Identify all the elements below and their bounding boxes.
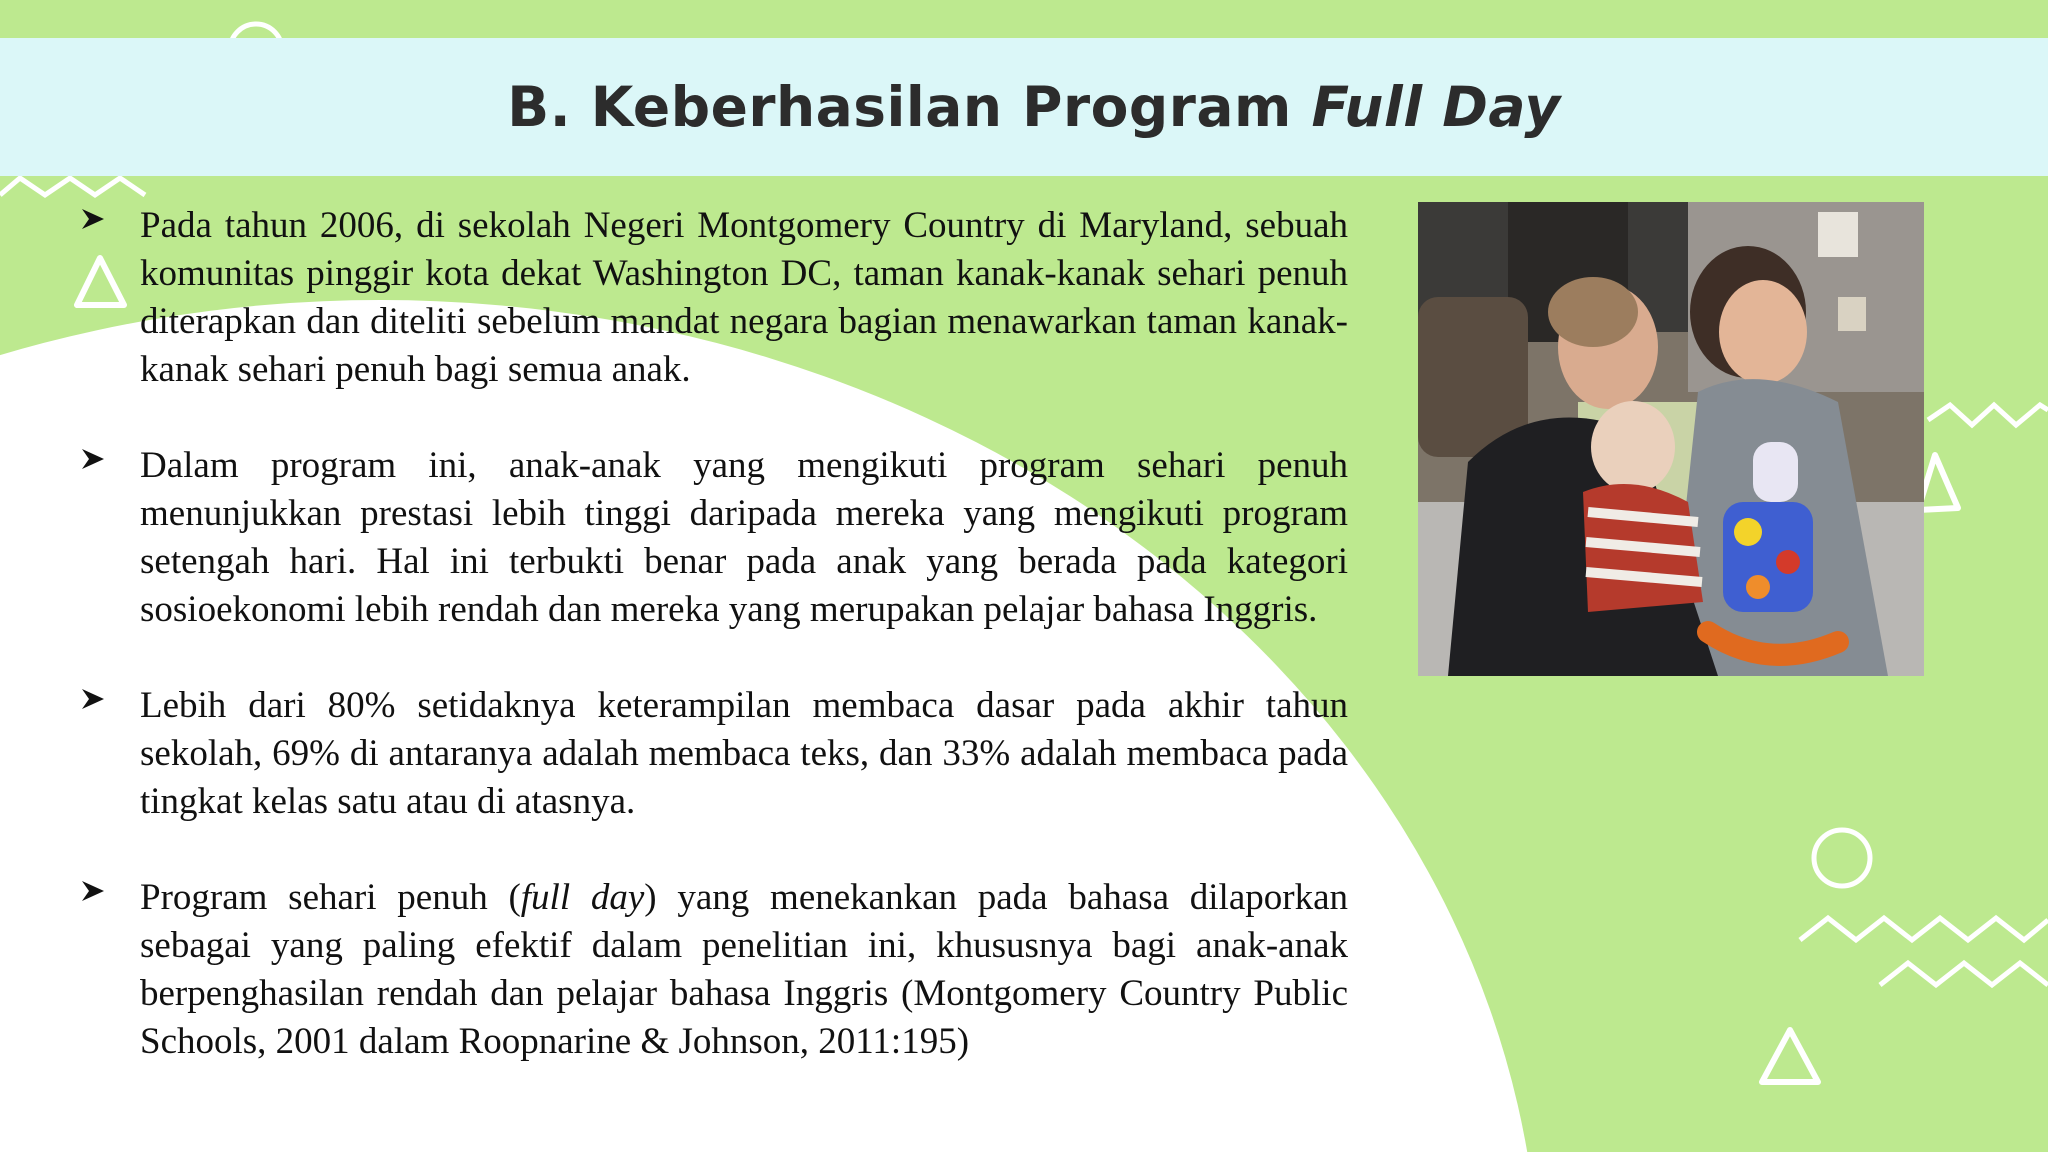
bullet-text-before: Program sehari penuh ( xyxy=(140,877,521,918)
triangle-decoration-icon xyxy=(1918,455,1958,510)
zigzag-decoration-icon xyxy=(1880,963,2048,985)
triangle-decoration-icon xyxy=(1762,1030,1818,1082)
bullet-text: Dalam program ini, anak-anak yang mengikuti program sehari penuh menunjukkan prestasi lebih tinggi daripada mereka yang mengikuti program setengah hari. Hal ini terbukti benar pada anak yang berada pada kategori sosioekonomi lebih rendah dan mereka yang merupakan pelajar bahasa Inggris. xyxy=(140,445,1348,630)
title-emphasis: Full Day xyxy=(1311,75,1561,139)
zigzag-decoration-icon xyxy=(0,178,145,195)
arrowhead-bullet-icon xyxy=(80,878,106,904)
bullet-item xyxy=(80,682,1348,826)
bullet-text: Pada tahun 2006, di sekolah Negeri Montgomery Country di Maryland, sebuah komunitas pinggir kota dekat Washington DC, taman kanak-kanak sehari penuh diterapkan dan diteliti sebelum mandat negara bagian menawarkan taman kanak-kanak sehari penuh bagi semua anak. xyxy=(140,205,1348,390)
zigzag-decoration-icon xyxy=(1928,405,2048,425)
title-prefix: B. Keberhasilan Program xyxy=(507,75,1312,139)
family-photo-illustration xyxy=(1418,202,1924,676)
bullet-list xyxy=(80,202,1348,1114)
family-photo xyxy=(1418,202,1924,676)
bullet-text-italic: full day xyxy=(520,877,645,918)
bullet-item xyxy=(80,442,1348,634)
circle-decoration-icon xyxy=(1814,830,1870,886)
slide-title xyxy=(507,75,1560,139)
zigzag-decoration-icon xyxy=(1800,918,2048,940)
bullet-item xyxy=(80,874,1348,1066)
arrowhead-bullet-icon xyxy=(80,206,106,232)
bullet-item xyxy=(80,202,1348,394)
arrowhead-bullet-icon xyxy=(80,446,106,472)
bullet-text-after: ) yang menekankan pada bahasa dilaporkan sebagai yang paling efektif dalam penelitian ini, khususnya bagi anak-anak berpenghasilan rendah dan pelajar bahasa Inggris (Montgomery Country Public Schools, 2001 dalam Roopnarine & Johnson, 2011:195) xyxy=(140,877,1349,1062)
arrowhead-bullet-icon xyxy=(80,686,106,712)
bullet-text: Lebih dari 80% setidaknya keterampilan membaca dasar pada akhir tahun sekolah, 69% di antaranya adalah membaca teks, dan 33% adalah membaca pada tingkat kelas satu atau di atasnya. xyxy=(140,685,1348,822)
title-band xyxy=(0,38,2048,176)
